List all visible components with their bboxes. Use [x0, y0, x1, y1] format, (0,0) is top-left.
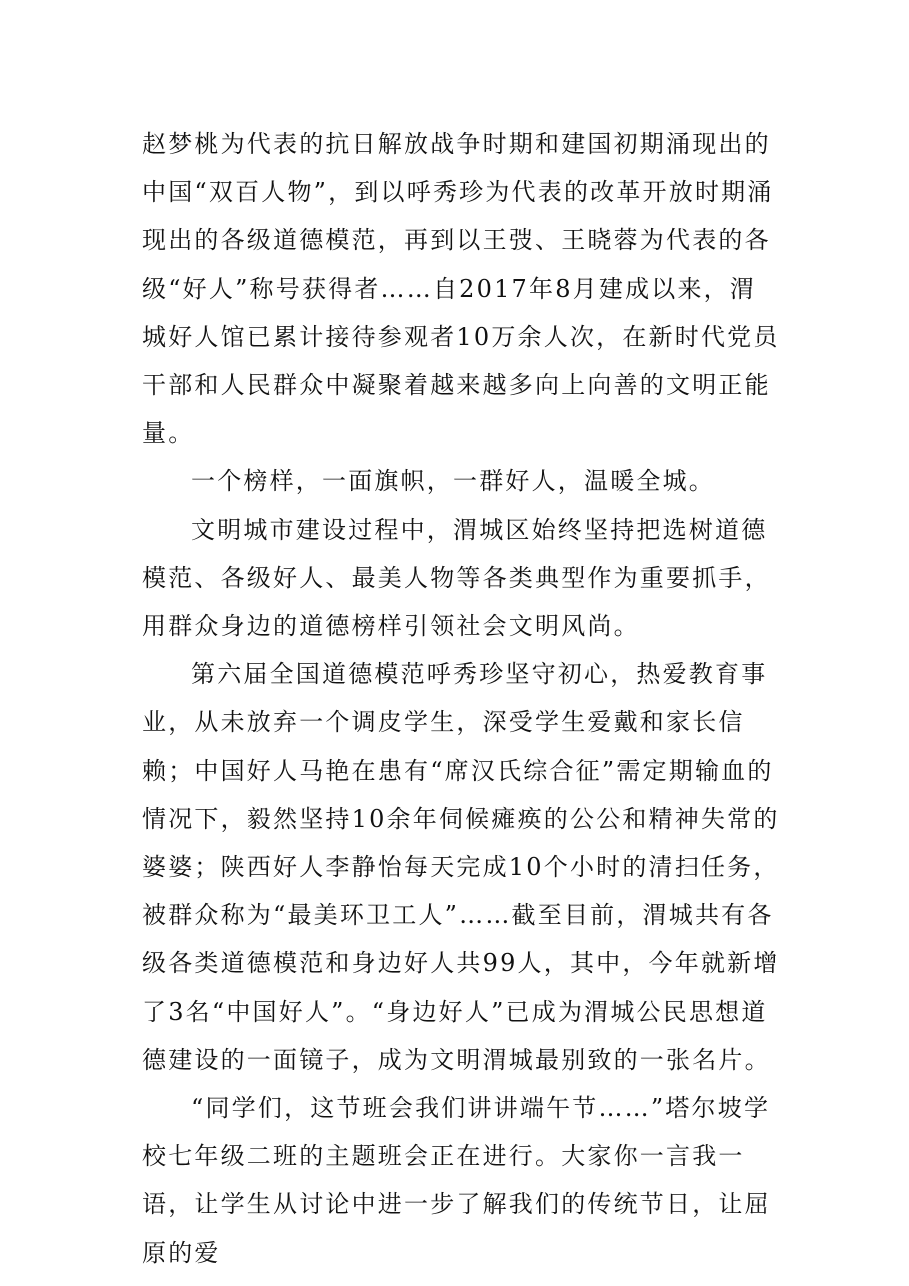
paragraph-5: “同学们，这节班会我们讲讲端午节……”塔尔坡学校七年级二班的主题班会正在进行。大家你一言我一语，让学生从讨论中进一步了解我们的传统节日，让屈原的爱 — [142, 1094, 771, 1267]
paragraph-1: 赵梦桃为代表的抗日解放战争时期和建国初期涌现出的中国“双百人物”，到以呼秀珍为代表的改革开放时期涌现出的各级道德模范，再到以王弢、王晓蓉为代表的各级“好人”称号获得者……自2017年8月建成以来，渭城好人馆已累计接待参观者10万余人次，在新时代党员干部和人民群众中凝聚着越来越多向上向善的文明正能量。 — [142, 130, 780, 448]
paragraph-4: 第六届全国道德模范呼秀珍坚守初心，热爱教育事业，从未放弃一个调皮学生，深受学生爱戴和家长信赖；中国好人马艳在患有“席汉氏综合征”需定期输血的情况下，毅然坚持10余年伺候瘫痪的公公和精神失常的婆婆；陕西好人李静怡每天完成10个小时的清扫任务，被群众称为“最美环卫工人”……截至目前，渭城共有各级各类道德模范和身边好人共99人，其中，今年就新增了3名“中国好人”。“身边好人”已成为渭城公民思想道德建设的一面镜子，成为文明渭城最别致的一张名片。 — [142, 660, 780, 1074]
paragraph-2: 一个榜样，一面旗帜，一群好人，温暖全城。 — [191, 467, 715, 496]
paragraph-3: 文明城市建设过程中，渭城区始终坚持把选树道德模范、各级好人、最美人物等各类典型作为重要抓手，用群众身边的道德榜样引领社会文明风尚。 — [142, 515, 771, 641]
article-body — [142, 120, 782, 1277]
